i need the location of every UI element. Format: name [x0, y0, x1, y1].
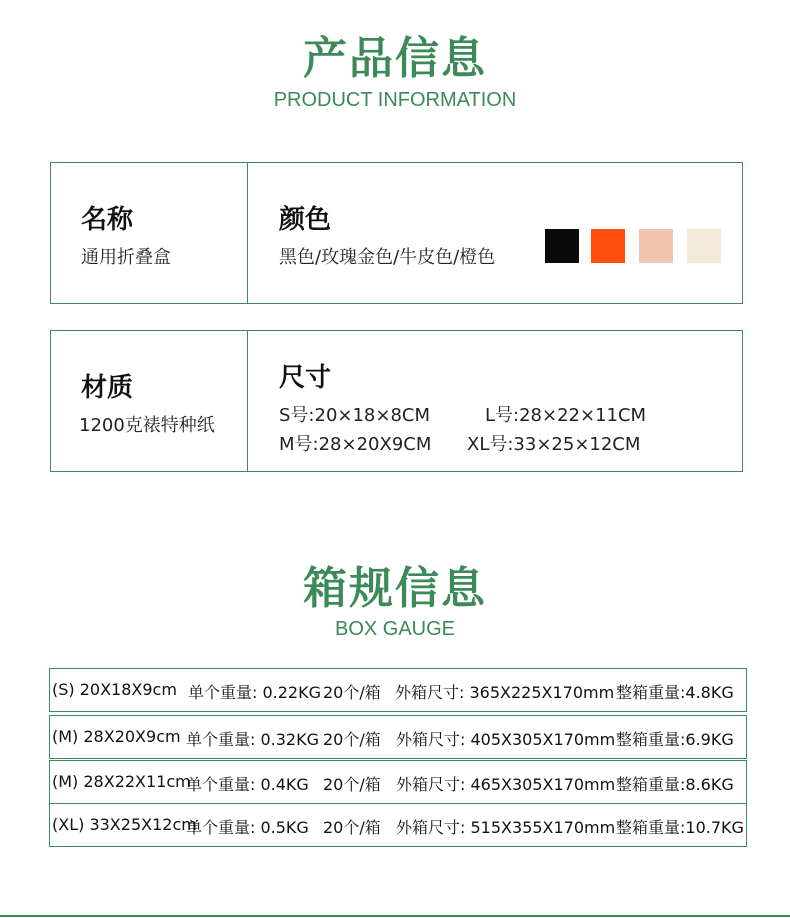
material-size-box: [50, 330, 743, 472]
gauge-total: 整箱重量:8.6KG: [616, 775, 734, 794]
product-info-title: 产品信息: [303, 33, 487, 84]
product-info-subtitle: PRODUCT INFORMATION: [273, 89, 517, 111]
gauge-qty: 20个/箱: [323, 683, 381, 702]
gauge-row: [49, 715, 747, 759]
box-divider: [247, 163, 248, 303]
gauge-weight: 单个重量: 0.22KG: [188, 683, 321, 702]
gauge-size: (S) 20X18X9cm: [52, 680, 177, 699]
gauge-size: (M) 28X22X11cm: [52, 772, 191, 791]
swatch-kraft: [639, 229, 673, 263]
material-label: 材质: [81, 373, 134, 403]
gauge-qty: 20个/箱: [323, 730, 381, 749]
size-l: L号:28×22×11CM: [485, 405, 647, 426]
gauge-qty: 20个/箱: [323, 818, 381, 837]
gauge-outer: 外箱尺寸: 465X305X170mm: [396, 775, 616, 794]
gauge-row: [49, 803, 747, 847]
box-gauge-title: 箱规信息: [303, 563, 487, 614]
gauge-total: 整箱重量:4.8KG: [616, 683, 734, 702]
gauge-total: 整箱重量:6.9KG: [616, 730, 734, 749]
gauge-row: [49, 760, 747, 804]
bottom-divider: [0, 915, 790, 917]
name-value: 通用折叠盒: [81, 247, 171, 268]
gauge-outer: 外箱尺寸: 365X225X170mm: [395, 683, 615, 702]
gauge-total: 整箱重量:10.7KG: [616, 818, 744, 837]
gauge-weight: 单个重量: 0.32KG: [186, 730, 319, 749]
size-s: S号:20×18×8CM: [279, 405, 431, 426]
name-label: 名称: [81, 205, 134, 235]
size-label: 尺寸: [279, 363, 332, 393]
box-divider: [247, 331, 248, 471]
color-label: 颜色: [279, 205, 332, 235]
gauge-qty: 20个/箱: [323, 775, 381, 794]
box-gauge-subtitle: BOX GAUGE: [334, 618, 456, 640]
material-value: 1200克裱特种纸: [79, 415, 215, 436]
gauge-weight: 单个重量: 0.5KG: [186, 818, 309, 837]
swatch-rose-gold: [591, 229, 625, 263]
color-value: 黑色/玫瑰金色/牛皮色/橙色: [279, 247, 496, 268]
gauge-outer: 外箱尺寸: 405X305X170mm: [396, 730, 616, 749]
size-m: M号:28×20X9CM: [279, 434, 432, 455]
size-xl: XL号:33×25×12CM: [467, 434, 641, 455]
gauge-row: [49, 668, 747, 712]
gauge-size: (XL) 33X25X12cm: [52, 815, 197, 834]
name-color-box: [50, 162, 743, 304]
gauge-outer: 外箱尺寸: 515X355X170mm: [396, 818, 616, 837]
gauge-size: (M) 28X20X9cm: [52, 727, 181, 746]
swatch-black: [545, 229, 579, 263]
gauge-weight: 单个重量: 0.4KG: [186, 775, 309, 794]
swatch-orange: [687, 229, 721, 263]
